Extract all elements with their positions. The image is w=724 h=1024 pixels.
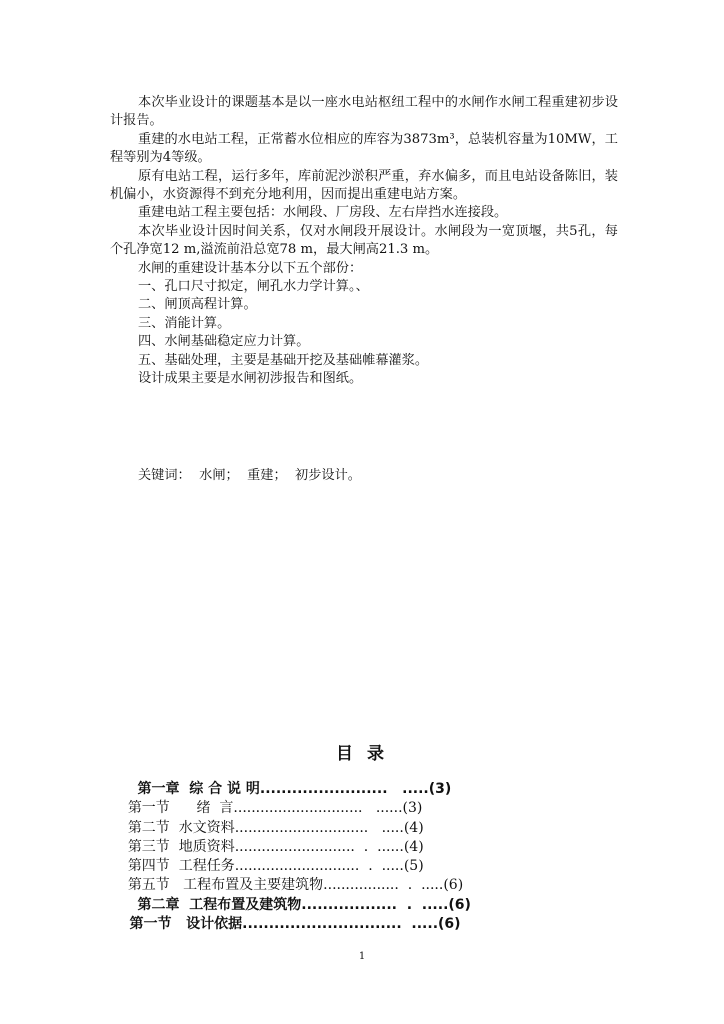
toc-entry-leader: ................. . .....(6)	[323, 877, 464, 894]
toc-entry-label: 第二节 水文资料	[127, 819, 235, 836]
abstract-paragraph: 重建电站工程主要包括：水闸段、厂房段、左右岸挡水连接段。	[138, 205, 508, 221]
toc-entry-leader: ........................... . ......(4)	[234, 838, 424, 855]
toc-title: 目 录	[336, 744, 388, 764]
toc-entry-section[interactable]	[110, 800, 590, 836]
keywords: 关键词： 水闸； 重建； 初步设计。	[138, 468, 361, 483]
abstract-list-item: 二、闸顶高程计算。	[138, 297, 257, 313]
abstract-paragraph: 水闸的重建设计基本分以下五个部份：	[138, 260, 363, 276]
toc-entry-label: 第三节 地质资料	[127, 838, 235, 855]
abstract-paragraph: 原有电站工程，运行多年，库前泥沙淤积严重，弃水偏多，而且电站设备陈旧，装机偏小，水资源得不到充分地利用，因而提出重建电站方案。	[110, 168, 618, 203]
toc-entry-leader: ........................ .....(3)	[259, 781, 452, 797]
toc-entry-section[interactable]	[110, 780, 590, 817]
toc-entry-leader: ............................. ......(3)	[233, 800, 423, 817]
toc-entry-leader: .................. . .....(6)	[301, 896, 471, 913]
abstract-list-item: 五、基础处理，主要是基础开挖及基础帷幕灌浆。	[138, 352, 429, 368]
abstract-list-item: 四、水闸基础稳定应力计算。	[138, 334, 310, 350]
toc-entry-leader: .............................. .....(6)	[242, 916, 461, 933]
toc-entry-label: 第二章 工程布置及建筑物	[137, 896, 302, 913]
abstract-list-item: 一、孔口尺寸拟定，闸孔水力学计算。、	[138, 279, 369, 295]
toc-entry-section[interactable]	[110, 819, 590, 855]
toc-entry-label: 第五节 工程布置及主要建筑物	[127, 877, 324, 894]
toc-entry-leader: .............................. .....(4)	[234, 819, 424, 836]
abstract-paragraph: 重建的水电站工程，正常蓄水位相应的库容为3873m³，总装机容量为10MW，工程等别为4等级。	[110, 131, 618, 166]
toc-entry-label: 第四节 工程任务	[127, 858, 235, 875]
toc-entry-label: 第一章 综 合 说 明	[137, 781, 260, 797]
toc-entry-section[interactable]	[110, 896, 590, 933]
abstract-paragraph: 设计成果主要是水闸初涉报告和图纸。	[138, 371, 363, 387]
toc-entry-chapter-2[interactable]	[118, 877, 590, 913]
toc-entry-section[interactable]	[110, 838, 590, 875]
toc-entry-section[interactable]	[110, 857, 590, 894]
abstract-list-item: 三、消能计算。	[138, 315, 231, 331]
toc-entry-label: 第一节 绪 言	[127, 800, 234, 817]
abstract-paragraph: 本次毕业设计的课题基本是以一座水电站枢纽工程中的水闸作水闸工程重建初步设计报告。	[110, 95, 618, 129]
abstract-paragraph: 本次毕业设计因时间关系，仅对水闸段开展设计。水闸段为一宽顶堰，共5孔，每个孔净宽12 m,溢流前沿总宽78 m，最大闸高21.3 m。	[110, 223, 618, 258]
abstract-text	[110, 94, 618, 389]
toc-entry-chapter-1[interactable]	[118, 761, 590, 797]
toc-entry-leader: ............................ . .....(5)	[234, 858, 424, 875]
toc-entry-label: 第一节 设计依据	[129, 916, 243, 933]
page-number: 1	[358, 951, 366, 962]
table-of-contents	[110, 761, 590, 933]
